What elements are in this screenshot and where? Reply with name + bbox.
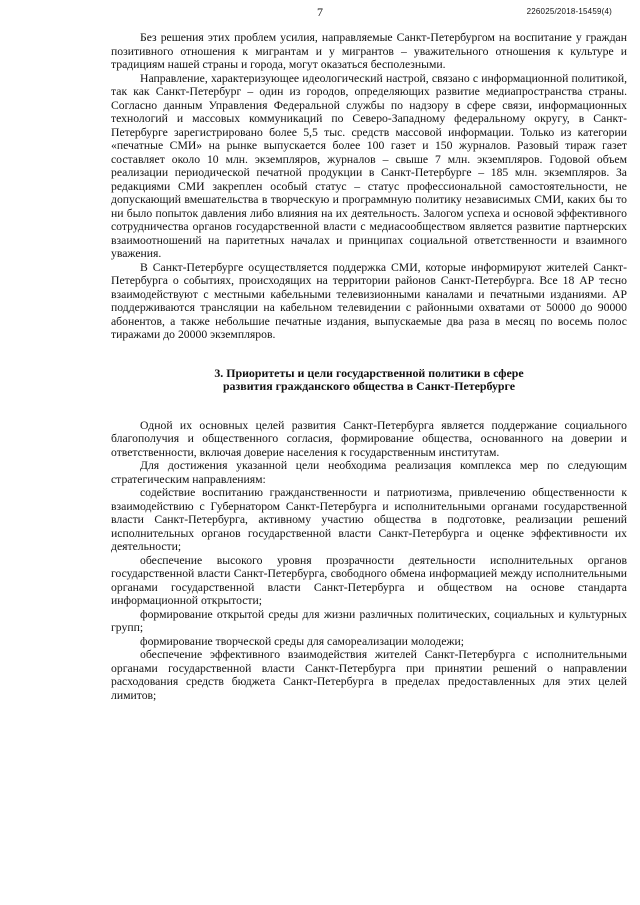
paragraph: В Санкт-Петербурге осуществляется поддержка СМИ, которые информируют жителей Санкт-Петербурга о событиях, происходящих на территории районов Санкт-Петербурга. Все 18 АР тесно взаимодействуют с местными кабельными телевизионными каналами и печатными изданиями. АР поддерживаются трансляции на кабельном телевидении с районными охватами от 50000 до 90000 абонентов, а также небольшие печатные издания, выпускаемые два раза в месяц по восемь полос тиражами до 20000 экземпляров.	[111, 260, 627, 341]
section-heading-line: 3. Приоритеты и цели государственной политики в сфере	[214, 365, 524, 380]
list-item: содействие воспитанию гражданственности и патриотизма, привлечению общественности к взаимодействию с Губернатором Санкт-Петербурга и исполнительными органами государственной власти Санкт-Петербурга, активному участию общества в подготовке, реализации решений исполнительных органов государственной власти Санкт-Петербурга и оценке эффективности их деятельности;	[111, 486, 627, 553]
list-item: формирование открытой среды для жизни различных политических, социальных и культурных групп;	[111, 607, 627, 634]
document-id: 226025/2018-15459(4)	[526, 7, 612, 16]
page-number: 7	[317, 5, 323, 19]
paragraph: Одной их основных целей развития Санкт-Петербурга является поддержание социального благополучия и общественного согласия, формирование общества, основанного на доверии и ответственности, включая доверие населения к государственным институтам.	[111, 418, 627, 459]
paragraph: Направление, характеризующее идеологический настрой, связано с информационной политикой, так как Санкт-Петербург – один из городов, определяющих развитие медиапространства страны. Согласно данным Управления Федеральной службы по надзору в сфере связи, информационных технологий и массовых коммуникаций по Северо-Западному федеральному округу, в Санкт-Петербурге зарегистрировано более 5,5 тыс. средств массовой информации. Только из категории «печатные СМИ» на рынке выпускается более 100 газет и 150 журналов. Разовый тираж газет составляет около 10 млн. экземпляров, журналов – свыше 7 млн. экземпляров. Годовой объем реализации периодической печатной продукции в Санкт-Петербурге – 185 млн. экземпляров. За редакциями СМИ закреплен особый статус – статус профессиональной самостоятельности, не допускающий вмешательства в творческую и программную политику независимых СМИ, каких бы то ни было попыток давления либо влияния на их деятельность. Залогом успеха и основой эффективного сотрудничества органов государственной власти с медиасообществом является развитие партнерских взаимоотношений на паритетных началах и принципах социальной ответственности и взаимного уважения.	[111, 71, 627, 260]
list-item: обеспечение эффективного взаимодействия жителей Санкт-Петербурга с исполнительными органами государственной власти Санкт-Петербурга при принятии решений о направлении расходования средств бюджета Санкт-Петербурга в пределах предоставленных для этих целей лимитов;	[111, 648, 627, 702]
document-body	[111, 31, 627, 702]
section-heading-line: развития гражданского общества в Санкт-Петербурге	[222, 379, 516, 393]
paragraph: Для достижения указанной цели необходима реализация комплекса мер по следующим стратегическим направлениям:	[111, 459, 627, 486]
section-heading	[111, 367, 627, 394]
list-item: обеспечение высокого уровня прозрачности деятельности исполнительных органов государственной власти Санкт-Петербурга, свободного обмена информацией между исполнительными органами государственной власти Санкт-Петербурга и обществом на основе стандарта информационной открытости;	[111, 553, 627, 607]
paragraph: Без решения этих проблем усилия, направляемые Санкт-Петербургом на воспитание у граждан позитивного отношения к мигрантам и у мигрантов – уважительного отношения к культуре и традициям нашей страны и города, могут оказаться бесполезными.	[111, 31, 627, 71]
list-item: формирование творческой среды для самореализации молодежи;	[140, 634, 464, 648]
